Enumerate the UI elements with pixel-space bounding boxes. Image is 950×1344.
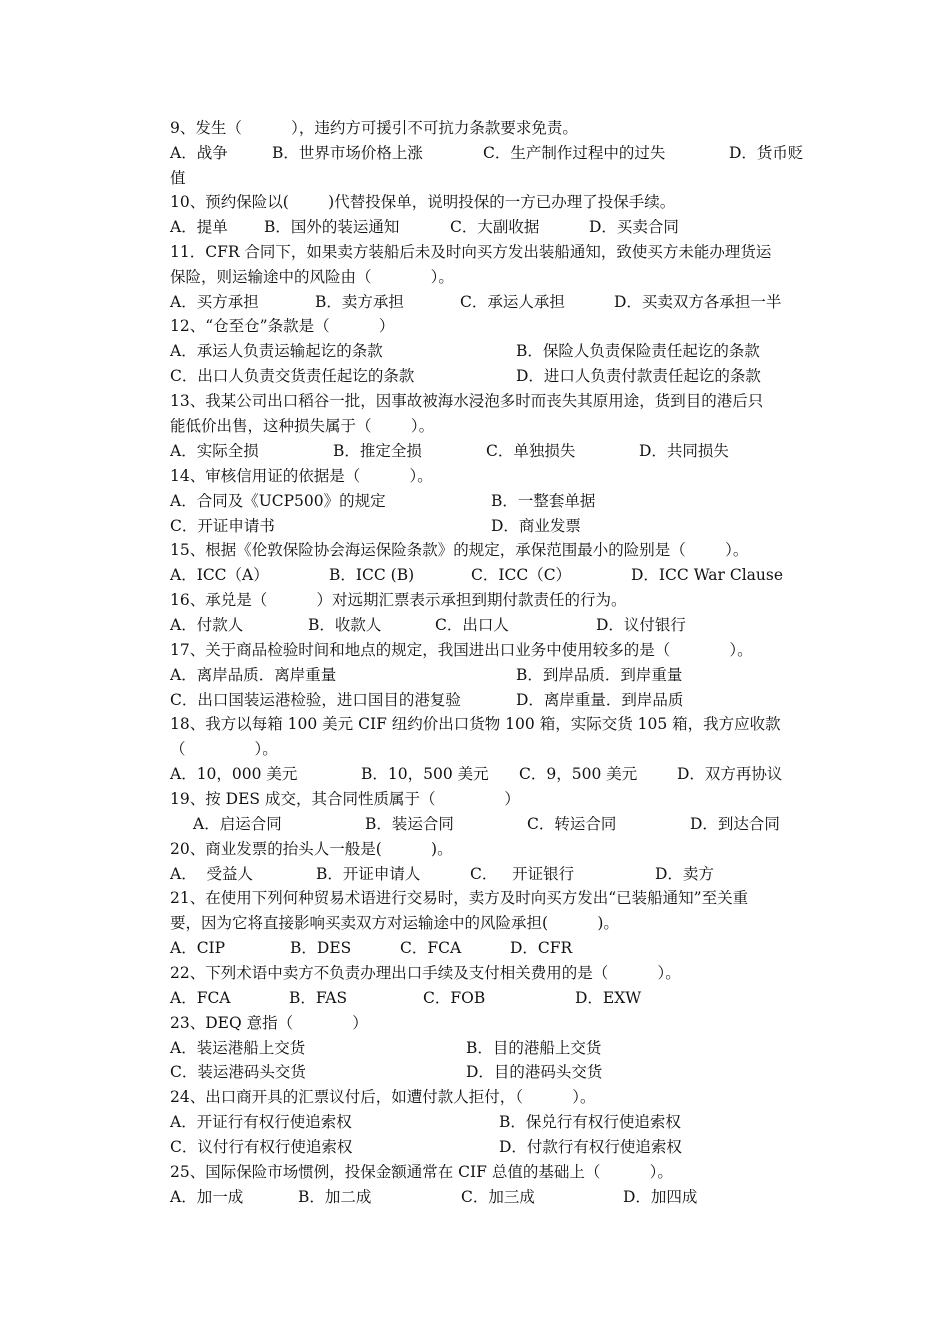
question-stem: 21、在使用下列何种贸易术语进行交易时，卖方及时向买方发出“已装船通知”至关重	[170, 889, 749, 907]
option-b: B．加二成	[298, 1188, 372, 1206]
option-c: C．FCA	[400, 939, 462, 957]
option-b: B．目的港船上交货	[466, 1039, 602, 1057]
option-d: D．双方再协议	[677, 765, 783, 783]
question-stem: 11．CFR 合同下，如果卖方装船后未及时向买方发出装船通知，致使买方未能办理货运	[170, 243, 772, 261]
option-d: D．商业发票	[491, 517, 581, 535]
question-stem: 14、审核信用证的依据是（ ）。	[170, 467, 433, 485]
question-stem: 保险，则运输途中的风险由（ ）。	[170, 268, 454, 286]
option-d: D．卖方	[655, 865, 714, 883]
option-d: D．目的港码头交货	[466, 1063, 603, 1081]
option-c: C．议付行有权行使追索权	[170, 1138, 353, 1156]
option-b: B．到岸品质．到岸重量	[516, 666, 683, 684]
question-stem: 能低价出售，这种损失属于（ ）。	[170, 417, 435, 435]
option-a: A．ICC（A）	[170, 566, 269, 584]
question-stem: 13、我某公司出口稻谷一批，因事故被海水浸泡多时而丧失其原用途，货到目的港后只	[170, 392, 764, 410]
question-stem: （ ）。	[170, 740, 278, 758]
question-stem: 10、预约保险以( )代替投保单，说明投保的一方已办理了投保手续。	[170, 193, 676, 211]
question-stem: 25、国际保险市场惯例，投保金额通常在 CIF 总值的基础上（ ）。	[170, 1163, 673, 1181]
option-b: B．收款人	[308, 616, 382, 634]
option-b: B．一整套单据	[491, 492, 596, 510]
option-a: A．付款人	[170, 616, 244, 634]
option-b: B．开证申请人	[316, 865, 421, 883]
option-d: D．加四成	[623, 1188, 698, 1206]
option-d: D．买卖合同	[589, 218, 679, 236]
option-c: C．承运人承担	[460, 293, 565, 311]
option-c: C．FOB	[423, 989, 486, 1007]
question-stem: 20、商业发票的抬头人一般是( )。	[170, 840, 453, 858]
option-a: A． 受益人	[170, 865, 254, 883]
option-c: C．9，500 美元	[519, 765, 638, 783]
option-a: A．战争	[170, 144, 228, 162]
option-c: C．转运合同	[527, 815, 617, 833]
option-d: D．ICC War Clause	[631, 566, 784, 584]
option-continuation: 值	[170, 169, 186, 187]
question-stem: 12、“仓至仓”条款是（ ）	[170, 317, 395, 335]
option-c: C．加三成	[461, 1188, 535, 1206]
question-stem: 19、按 DES 成交，其合同性质属于（ ）	[170, 790, 520, 808]
option-d: D．共同损失	[639, 442, 729, 460]
option-a: A．提单	[170, 218, 228, 236]
option-c: C．大副收据	[450, 218, 540, 236]
option-a: A．加一成	[170, 1188, 244, 1206]
question-stem: 17、关于商品检验时间和地点的规定，我国进出口业务中使用较多的是（ ）。	[170, 641, 753, 659]
option-a: A．实际全损	[170, 442, 259, 460]
option-b: B．保兑行有权行使追索权	[499, 1113, 681, 1131]
option-b: B．DES	[290, 939, 352, 957]
option-c: C．ICC（C）	[471, 566, 572, 584]
option-b: B．卖方承担	[315, 293, 404, 311]
option-a: A．离岸品质．离岸重量	[170, 666, 337, 684]
option-c: C．出口国装运港检验，进口国目的港复验	[170, 691, 461, 709]
option-a: A．启运合同	[193, 815, 282, 833]
question-stem: 22、下列术语中卖方不负责办理出口手续及支付相关费用的是（ ）。	[170, 964, 681, 982]
option-d: D．议付银行	[596, 616, 686, 634]
option-c: C．单独损失	[486, 442, 576, 460]
option-d: D．进口人负责付款责任起讫的条款	[516, 367, 761, 385]
question-stem: 15、根据《伦敦保险协会海运保险条款》的规定，承保范围最小的险别是（ ）。	[170, 541, 749, 559]
option-b: B．推定全损	[333, 442, 422, 460]
option-b: B．FAS	[289, 989, 348, 1007]
option-d: D．付款行有权行使追索权	[499, 1138, 682, 1156]
question-stem: 要，因为它将直接影响买卖双方对运输途中的风险承担( )。	[170, 914, 619, 932]
option-d: D．货币贬	[729, 144, 804, 162]
option-a: A．FCA	[170, 989, 231, 1007]
question-stem: 16、承兑是（ ）对远期汇票表示承担到期付款责任的行为。	[170, 591, 627, 609]
option-d: D．CFR	[510, 939, 573, 957]
option-a: A．CIP	[170, 939, 226, 957]
option-c: C．出口人	[435, 616, 509, 634]
option-c: C．装运港码头交货	[170, 1063, 306, 1081]
option-b: B．保险人负责保险责任起讫的条款	[516, 342, 760, 360]
question-stem: 9、发生（ ），违约方可援引不可抗力条款要求免责。	[170, 119, 578, 137]
option-d: D．EXW	[575, 989, 642, 1007]
option-c: C．开证申请书	[170, 517, 275, 535]
option-a: A．合同及《UCP500》的规定	[170, 492, 386, 510]
option-b: B．国外的装运通知	[264, 218, 400, 236]
option-c: C．生产制作过程中的过失	[483, 144, 666, 162]
option-a: A．10，000 美元	[170, 765, 298, 783]
option-d: D．买卖双方各承担一半	[614, 293, 782, 311]
option-d: D．到达合同	[690, 815, 780, 833]
question-stem: 23、DEQ 意指（ ）	[170, 1014, 368, 1032]
question-stem: 24、出口商开具的汇票议付后，如遭付款人拒付，（ ）。	[170, 1088, 596, 1106]
option-a: A．承运人负责运输起讫的条款	[170, 342, 383, 360]
option-c: C．出口人负责交货责任起讫的条款	[170, 367, 415, 385]
option-a: A．装运港船上交货	[170, 1039, 306, 1057]
option-c: C． 开证银行	[470, 865, 575, 883]
option-a: A．买方承担	[170, 293, 259, 311]
option-a: A．开证行有权行使追索权	[170, 1113, 352, 1131]
option-b: B．装运合同	[365, 815, 454, 833]
option-b: B．ICC (B)	[329, 566, 415, 584]
option-b: B．10，500 美元	[361, 765, 489, 783]
option-b: B．世界市场价格上涨	[272, 144, 423, 162]
option-d: D．离岸重量．到岸品质	[516, 691, 684, 709]
question-stem: 18、我方以每箱 100 美元 CIF 纽约价出口货物 100 箱，实际交货 105 箱，我方应收款	[170, 715, 781, 733]
